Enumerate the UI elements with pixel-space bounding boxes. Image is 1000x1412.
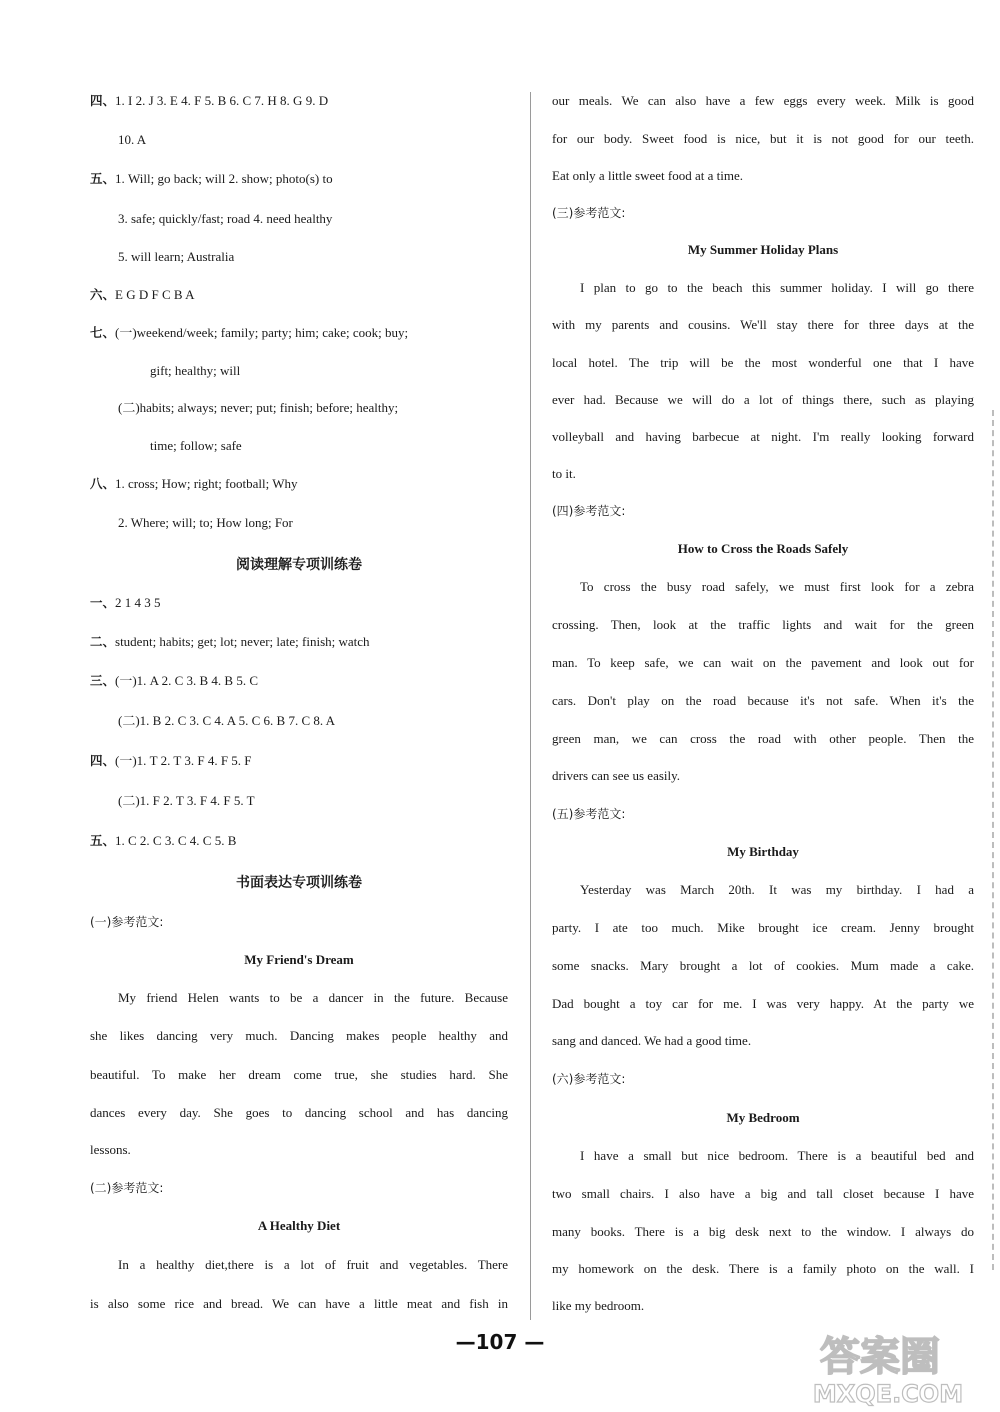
answer-line (90, 594, 161, 612)
essay-line: beautiful. To make her dream come true, she studies hard. She (90, 1067, 508, 1082)
essay-line: with my parents and cousins. We'll stay there for three days at the (552, 317, 974, 332)
answer-text: 1. I 2. J 3. E 4. F 5. B 6. C 7. H 8. G 9. D (115, 93, 329, 108)
answer-text: 2 1 4 3 5 (115, 595, 161, 610)
answer-text: (一)weekend/week; family; party; him; cake; cook; buy; (115, 325, 409, 340)
answer-text: 1. cross; How; right; football; Why (115, 476, 298, 491)
answer-line (90, 170, 333, 188)
essay-line: volleyball and having barbecue at night. I'm really looking forward (552, 429, 974, 444)
essay-line: she likes dancing very much. Dancing makes people healthy and (90, 1028, 508, 1043)
item-lead: 三、 (90, 673, 116, 688)
answer-line (90, 832, 236, 850)
essay-line: lessons. (90, 1142, 131, 1157)
essay-line: drivers can see us easily. (552, 768, 681, 783)
essay-line: My friend Helen wants to be a dancer in the future. Because (118, 990, 508, 1005)
essay-line: local hotel. The trip will be the most wonderful one that I have (552, 355, 974, 370)
essay-line: our meals. We can also have a few eggs every week. Milk is good (552, 93, 974, 108)
essay-label: (二)参考范文: (90, 1181, 164, 1195)
essay-line: two small chairs. I also have a big and tall closet because I have (552, 1186, 974, 1201)
answer-line (90, 633, 370, 651)
watermark-top-text: 答案圈 (820, 1334, 940, 1380)
answer-line: (二)1. B 2. C 3. C 4. A 5. C 6. B 7. C 8. A (118, 713, 336, 728)
answer-line: 5. will learn; Australia (118, 249, 235, 264)
essay-line: ever had. Because we will do a lot of things there, such as playing (552, 392, 974, 407)
item-lead: 六、 (90, 287, 116, 302)
essay-line: man. To keep safe, we can wait on the pavement and look out for (552, 655, 974, 670)
answer-line (90, 752, 252, 770)
essay-line: many books. There is a big desk next to the window. I always do (552, 1224, 974, 1239)
item-lead: 四、 (90, 93, 116, 108)
watermark-bottom-text: MXQE.COM (812, 1380, 964, 1408)
item-lead: 一、 (90, 595, 116, 610)
essay-title: A Healthy Diet (257, 1218, 341, 1233)
item-lead: 五、 (90, 171, 116, 186)
essay-line: cars. Don't play on the road because it's not safe. When it's the (552, 693, 974, 708)
essay-title: How to Cross the Roads Safely (677, 541, 849, 556)
answer-line: (二)habits; always; never; put; finish; before; healthy; (118, 400, 399, 415)
answer-line (90, 324, 408, 342)
answer-text: E G D F C B A (115, 287, 195, 302)
item-lead: 五、 (90, 833, 116, 848)
item-lead: 八、 (90, 476, 116, 491)
answer-line: 10. A (118, 132, 147, 147)
item-lead: 四、 (90, 753, 116, 768)
essay-label: (一)参考范文: (90, 915, 164, 929)
watermark-logo (784, 1326, 984, 1408)
essay-line: sang and danced. We had a good time. (552, 1033, 752, 1048)
essay-line: Dad bought a toy car for me. I was very happy. At the party we (552, 996, 974, 1011)
essay-line: some snacks. Mary brought a lot of cookies. Mum made a cake. (552, 958, 974, 973)
essay-line: I have a small but nice bedroom. There is a beautiful bed and (580, 1148, 974, 1163)
essay-label: (四)参考范文: (552, 504, 626, 518)
page-edge-dashes (992, 410, 994, 1270)
essay-label: (三)参考范文: (552, 206, 626, 220)
essay-line: crossing. Then, look at the traffic lights and wait for the green (552, 617, 974, 632)
essay-line: for our body. Sweet food is nice, but it is not good for our teeth. (552, 131, 974, 146)
essay-line: I plan to go to the beach this summer holiday. I will go there (580, 280, 974, 295)
answer-text: 1. Will; go back; will 2. show; photo(s) to (115, 171, 333, 186)
column-divider (530, 92, 531, 1320)
item-lead: 七、 (90, 325, 116, 340)
answer-line (90, 286, 194, 304)
essay-line: is also some rice and bread. We can have a little meat and fish in (90, 1296, 508, 1311)
essay-line: Yesterday was March 20th. It was my birthday. I had a (580, 882, 974, 897)
answer-line: 2. Where; will; to; How long; For (118, 515, 293, 530)
section-heading: 阅读理解专项训练卷 (236, 557, 362, 573)
essay-line: party. I ate too much. Mike brought ice cream. Jenny brought (552, 920, 974, 935)
answer-text: (一)1. A 2. C 3. B 4. B 5. C (115, 673, 259, 688)
answer-line: gift; healthy; will (150, 363, 241, 378)
essay-title: My Birthday (727, 844, 799, 859)
essay-line: dances every day. She goes to dancing school and has dancing (90, 1105, 508, 1120)
essay-title: My Friend's Dream (244, 952, 354, 967)
essay-line: To cross the busy road safely, we must first look for a zebra (580, 579, 974, 594)
essay-line: Eat only a little sweet food at a time. (552, 168, 743, 183)
answer-line (90, 92, 328, 110)
answer-line (90, 475, 297, 493)
essay-title: My Summer Holiday Plans (687, 242, 839, 257)
answer-line: 3. safe; quickly/fast; road 4. need healthy (118, 211, 333, 226)
essay-label: (五)参考范文: (552, 807, 626, 821)
answer-line: time; follow; safe (150, 438, 242, 453)
answer-text: 1. C 2. C 3. C 4. C 5. B (115, 833, 237, 848)
essay-title: My Bedroom (726, 1110, 800, 1125)
answer-line (90, 672, 258, 690)
item-lead: 二、 (90, 634, 116, 649)
essay-line: my homework on the desk. There is a family photo on the wall. I (552, 1261, 974, 1276)
answer-text: (一)1. T 2. T 3. F 4. F 5. F (115, 753, 252, 768)
section-heading: 书面表达专项训练卷 (236, 875, 362, 891)
essay-label: (六)参考范文: (552, 1072, 626, 1086)
page-number: —107 — (455, 1330, 545, 1354)
essay-line: green man, we can cross the road with other people. Then the (552, 731, 974, 746)
essay-line: In a healthy diet,there is a lot of fruit and vegetables. There (118, 1257, 508, 1272)
essay-line: to it. (552, 466, 576, 481)
essay-line: like my bedroom. (552, 1298, 645, 1313)
answer-text: student; habits; get; lot; never; late; finish; watch (115, 634, 370, 649)
answer-line: (二)1. F 2. T 3. F 4. F 5. T (118, 793, 255, 808)
